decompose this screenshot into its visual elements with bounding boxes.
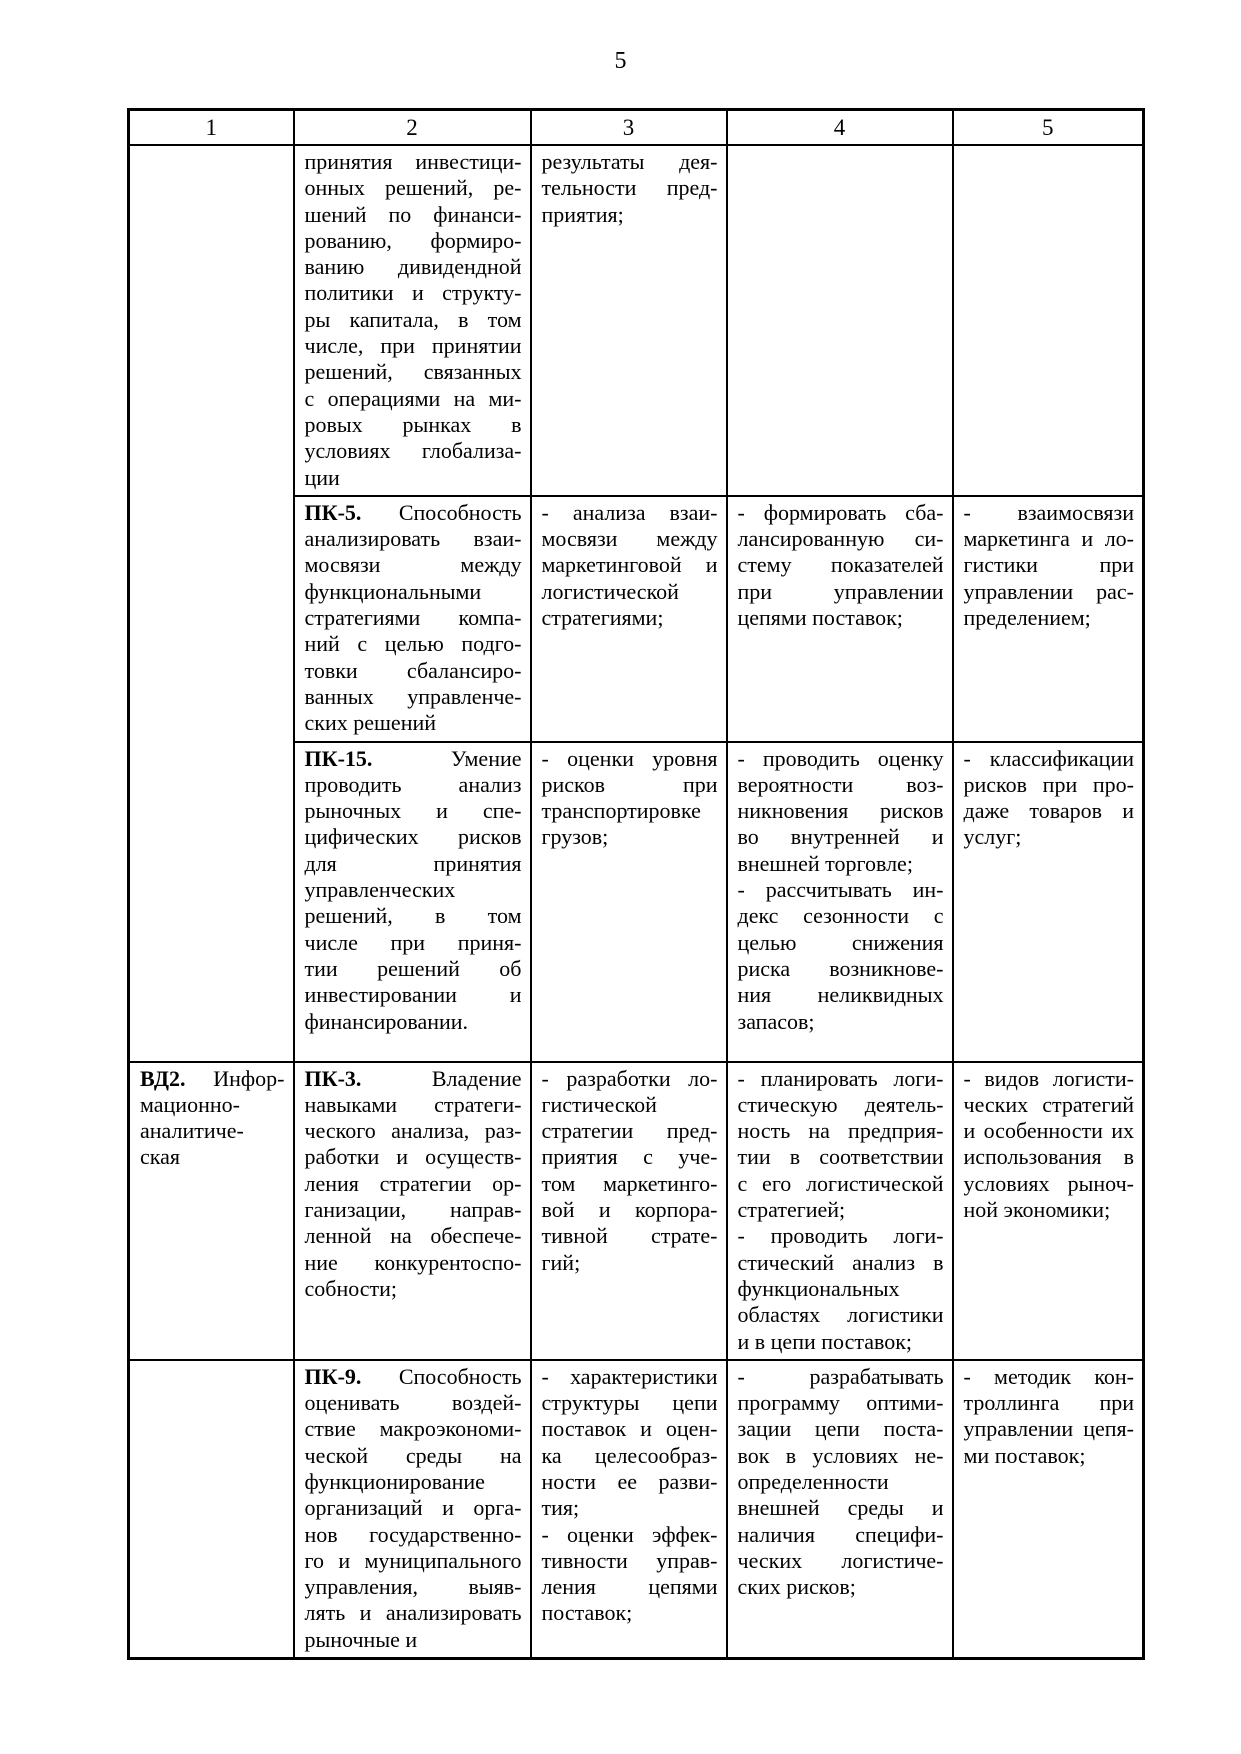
table-cell — [294, 496, 531, 742]
cell-paragraph — [738, 877, 944, 1035]
text-line: мосвязи между — [541, 526, 718, 552]
table-cell — [294, 145, 531, 496]
text-line: товки сбалансиро- — [304, 657, 522, 683]
cell-paragraph — [305, 149, 522, 491]
text-line: ровых рынках в — [304, 411, 522, 437]
text-line: стический анализ в — [737, 1249, 944, 1275]
text-line: - методик кон- — [963, 1363, 1134, 1389]
text-line: приятия; — [541, 201, 624, 227]
text-line: стическую деятель- — [737, 1091, 944, 1117]
cell-paragraph — [738, 1223, 944, 1354]
text-line: рыночных и спе- — [304, 798, 522, 824]
text-line: рованию, формиро- — [304, 227, 522, 253]
text-line: работки и осуществ- — [304, 1144, 522, 1170]
text-line: и в цепи поставок; — [737, 1328, 913, 1354]
cell-paragraph — [305, 746, 522, 1035]
text-line: ности ее разви- — [541, 1468, 718, 1494]
text-line: политики и структу- — [304, 280, 522, 306]
text-line: ванных управленче- — [304, 683, 522, 709]
text-line: оценивать воздей- — [304, 1390, 522, 1416]
text-line: мосвязи между — [304, 552, 522, 578]
table-cell — [531, 1360, 727, 1659]
text-line: областях логистики — [737, 1302, 944, 1328]
text-line: поставок и оцен- — [541, 1416, 718, 1442]
text-line: ние конкурентоспо- — [304, 1249, 522, 1275]
text-line: ческих логистиче- — [737, 1547, 944, 1573]
text-line: - оценки эффек- — [541, 1521, 718, 1547]
text-line: - характеристики — [541, 1363, 718, 1389]
text-line: - анализа взаи- — [541, 499, 718, 525]
cell-paragraph — [542, 149, 718, 228]
table-cell — [294, 1062, 531, 1360]
cell-paragraph — [964, 746, 1135, 851]
text-line: - проводить оценку — [737, 745, 944, 771]
table-header-row — [129, 110, 1144, 146]
text-line: - видов логисти- — [963, 1065, 1134, 1091]
text-line: стратегиями компа- — [304, 605, 522, 631]
text-line: декс сезонности с — [737, 903, 944, 929]
cell-paragraph — [140, 1066, 285, 1171]
text-line: ления цепями — [541, 1574, 718, 1600]
text-line: никновения рисков — [737, 798, 944, 824]
text-line: ганизации, направ- — [304, 1197, 522, 1223]
text-line: приятия с уче- — [541, 1144, 718, 1170]
text-line: ская — [140, 1144, 181, 1170]
text-line: поставок; — [541, 1600, 633, 1626]
text-line: гистической — [541, 1091, 657, 1117]
text-line: транспортировке — [541, 798, 701, 824]
cell-paragraph — [964, 1364, 1135, 1469]
text-line: функциональными — [304, 578, 482, 604]
table-cell — [129, 145, 294, 1062]
text-line: ствие макроэкономи- — [304, 1416, 522, 1442]
table-body — [129, 145, 1144, 1659]
text-line: рыночные и — [304, 1626, 418, 1652]
text-line: ПК-15. Умение — [304, 745, 522, 771]
text-line: гистики при — [963, 552, 1134, 578]
text-line: ния неликвидных — [737, 982, 944, 1008]
text-line: во внутренней и — [737, 824, 944, 850]
text-line: целью снижения — [737, 929, 944, 955]
text-line: логистической — [541, 578, 679, 604]
table-cell — [531, 1062, 727, 1360]
text-line: тии в соответствии — [737, 1144, 944, 1170]
text-line: навыками стратеги- — [304, 1091, 522, 1117]
cell-paragraph — [305, 500, 522, 737]
text-line: ка целесообраз- — [541, 1442, 718, 1468]
text-line: ских рисков; — [737, 1574, 856, 1600]
text-line: ность на предприя- — [737, 1118, 944, 1144]
text-line: - планировать логи- — [737, 1065, 944, 1091]
text-line: управленческих — [304, 877, 456, 903]
table-cell — [953, 496, 1144, 742]
text-line: собности; — [304, 1275, 398, 1301]
text-line: принятия инвестици- — [304, 149, 522, 174]
page-number: 5 — [614, 48, 627, 74]
column-header: 2 — [294, 110, 531, 146]
text-line: решений, связанных — [304, 359, 522, 385]
text-line: структуры цепи — [541, 1390, 718, 1416]
cell-paragraph — [542, 1522, 718, 1627]
table-cell — [294, 1360, 531, 1659]
table-cell — [953, 742, 1144, 1062]
table-cell — [531, 145, 727, 496]
text-line: ческого анализа, раз- — [304, 1118, 522, 1144]
text-line: даже товаров и — [963, 798, 1134, 824]
text-line: зации цепи поста- — [737, 1416, 944, 1442]
cell-paragraph — [964, 1066, 1135, 1224]
text-line: анализировать взаи- — [304, 526, 522, 552]
text-line: тельности пред- — [541, 175, 718, 201]
text-line: тия; — [541, 1495, 580, 1521]
table-cell — [129, 1360, 294, 1659]
table-cell — [727, 496, 953, 742]
text-line: стратегией; — [737, 1197, 846, 1223]
text-line: организаций и орга- — [304, 1495, 522, 1521]
text-line: тии решений об — [304, 955, 522, 981]
table-cell — [727, 1062, 953, 1360]
text-line: управления, выяв- — [304, 1574, 522, 1600]
text-line: ческих стратегий — [963, 1091, 1134, 1117]
text-line: ленной на обеспече- — [304, 1223, 522, 1249]
text-line: ских решений — [304, 710, 437, 736]
text-line: стратегии пред- — [541, 1118, 718, 1144]
text-line: с его логистической — [737, 1170, 944, 1196]
table-cell — [531, 742, 727, 1062]
cell-paragraph — [738, 746, 944, 877]
text-line: ческой среды на — [304, 1442, 522, 1468]
text-line: числе при приня- — [304, 929, 522, 955]
text-line: вок в условиях не- — [737, 1442, 944, 1468]
text-line: пределением; — [963, 605, 1091, 631]
column-header: 5 — [953, 110, 1144, 146]
text-line: - оценки уровня — [541, 745, 718, 771]
column-header: 1 — [129, 110, 294, 146]
text-line: - взаимосвязи — [963, 499, 1134, 525]
text-line: - разработки ло- — [541, 1065, 718, 1091]
table-cell — [294, 742, 531, 1062]
text-line: шений по финанси- — [304, 201, 522, 227]
text-line: наличия специфи- — [737, 1521, 944, 1547]
table-row — [129, 1360, 1144, 1659]
text-line: тивности управ- — [541, 1547, 718, 1573]
table-cell — [727, 145, 953, 496]
text-line: ванию дивидендной — [304, 254, 522, 280]
table-row — [129, 145, 1144, 496]
text-line: решений, в том — [304, 903, 522, 929]
table-cell — [953, 1360, 1144, 1659]
text-line: вероятности воз- — [737, 771, 944, 797]
column-header: 4 — [727, 110, 953, 146]
text-line: управлении цепя- — [963, 1416, 1134, 1442]
text-line: гий; — [541, 1249, 581, 1275]
cell-paragraph — [738, 500, 944, 631]
text-line: функциональных — [737, 1275, 900, 1301]
text-line: онных решений, ре- — [304, 175, 522, 201]
cell-paragraph — [542, 1364, 718, 1522]
text-line: стему показателей — [737, 552, 944, 578]
text-line: внешней среды и — [737, 1495, 944, 1521]
cell-paragraph — [542, 746, 718, 851]
text-line: ний с целью подго- — [304, 631, 522, 657]
text-line: - проводить логи- — [737, 1223, 944, 1249]
cell-paragraph — [305, 1364, 522, 1653]
text-line: цепями поставок; — [737, 605, 903, 631]
text-line: ПК-3. Владение — [304, 1065, 522, 1091]
cell-paragraph — [738, 1066, 944, 1224]
text-line: функционирование — [304, 1468, 485, 1494]
text-line: стратегиями; — [541, 605, 664, 631]
cell-paragraph — [738, 1364, 944, 1601]
text-line: при управлении — [737, 578, 944, 604]
text-line: - рассчитывать ин- — [737, 877, 944, 903]
text-line: условиях глобализа- — [304, 438, 522, 464]
text-line: инвестировании и — [304, 982, 522, 1008]
text-line: - разрабатывать — [737, 1363, 944, 1389]
text-line: финансировании. — [304, 1008, 469, 1034]
text-line: нов государственно- — [304, 1521, 522, 1547]
text-line: - классификации — [963, 745, 1134, 771]
cell-paragraph — [542, 1066, 718, 1276]
text-line: вой и корпора- — [541, 1197, 718, 1223]
text-line: троллинга при — [963, 1390, 1134, 1416]
text-line: - формировать сба- — [737, 499, 944, 525]
text-line: управлении рас- — [963, 578, 1134, 604]
text-line: рисков при — [541, 771, 718, 797]
text-line: числе, при принятии — [304, 333, 522, 359]
text-line: для принятия — [304, 850, 522, 876]
text-line: ры капитала, в том — [304, 306, 522, 332]
text-line: цифических рисков — [304, 824, 522, 850]
table-cell — [129, 1062, 294, 1360]
table-row — [129, 1062, 1144, 1360]
table-cell — [531, 496, 727, 742]
text-line: использования в — [963, 1144, 1134, 1170]
cell-paragraph — [542, 500, 718, 631]
table-cell — [727, 742, 953, 1062]
text-line: лансированную си- — [737, 526, 944, 552]
competencies-table — [127, 108, 1145, 1660]
table-cell — [953, 145, 1144, 496]
text-line: риска возникнове- — [737, 955, 944, 981]
text-line: услуг; — [963, 824, 1022, 850]
text-line: условиях рыноч- — [963, 1170, 1134, 1196]
text-line: внешней торговле; — [737, 850, 913, 876]
text-line: го и муниципального — [304, 1547, 522, 1573]
text-line: запасов; — [737, 1008, 815, 1034]
text-line: определенности — [737, 1468, 889, 1494]
text-line: результаты дея- — [541, 149, 718, 174]
text-line: тивной страте- — [541, 1223, 718, 1249]
text-line: проводить анализ — [304, 771, 522, 797]
text-line: ПК-5. Способность — [304, 499, 522, 525]
text-line: маркетинговой и — [541, 552, 718, 578]
text-line: маркетинга и ло- — [963, 526, 1134, 552]
text-line: рисков при про- — [963, 771, 1134, 797]
text-line: мационно- — [140, 1091, 240, 1117]
text-line: ной экономики; — [963, 1197, 1111, 1223]
column-header: 3 — [531, 110, 727, 146]
cell-paragraph — [964, 500, 1135, 631]
text-line: ПК-9. Способность — [304, 1363, 522, 1389]
text-line: ления стратегии ор- — [304, 1170, 522, 1196]
table-cell — [953, 1062, 1144, 1360]
table-cell — [727, 1360, 953, 1659]
text-line: том маркетинго- — [541, 1170, 718, 1196]
text-line: с операциями на ми- — [304, 385, 522, 411]
text-line: грузов; — [541, 824, 609, 850]
text-line: ции — [304, 464, 340, 490]
cell-paragraph — [305, 1066, 522, 1303]
text-line: аналитиче- — [140, 1118, 244, 1144]
text-line: программу оптими- — [737, 1390, 944, 1416]
text-line: лять и анализировать — [304, 1600, 522, 1626]
text-line: ми поставок; — [963, 1442, 1086, 1468]
text-line: ВД2. Инфор- — [140, 1065, 285, 1091]
text-line: и особенности их — [963, 1118, 1134, 1144]
